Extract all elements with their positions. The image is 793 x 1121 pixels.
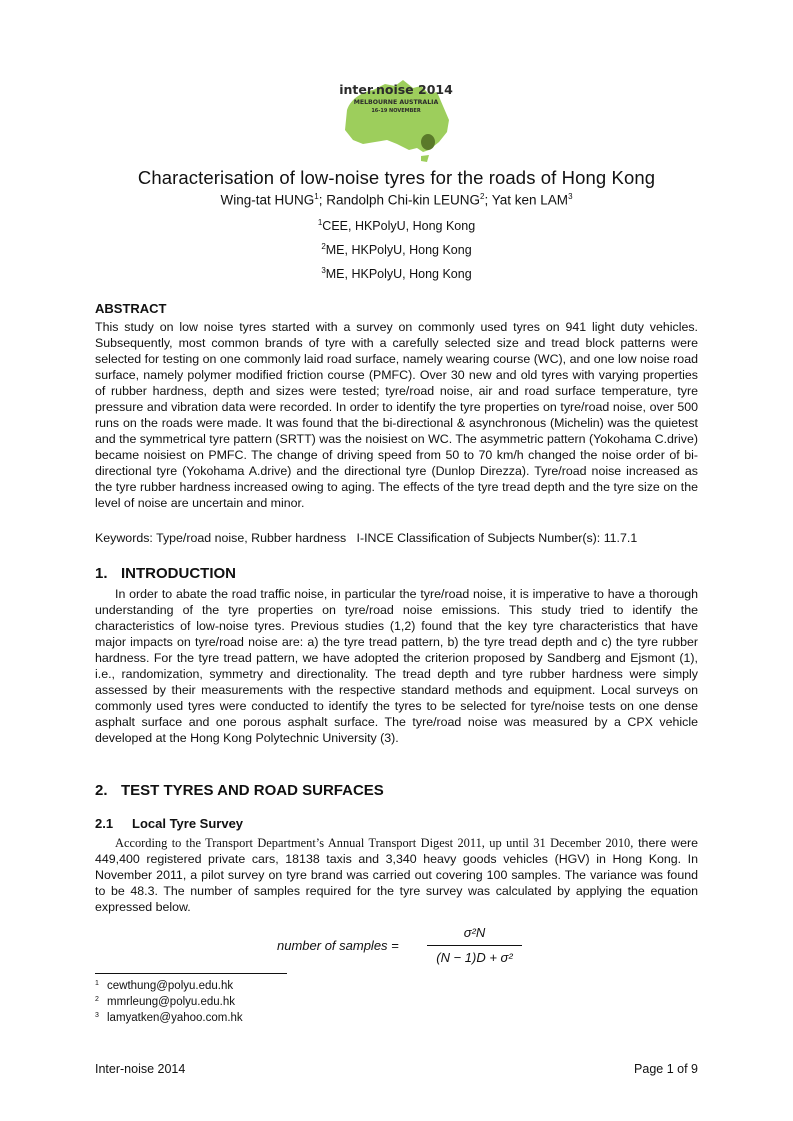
footnote-sup: 3	[95, 1012, 99, 1019]
footnote	[95, 980, 233, 992]
footnote-email[interactable]: mmrleung@polyu.edu.hk	[107, 996, 236, 1008]
author-sup: 3	[568, 192, 573, 201]
subsection-heading-local-tyre-survey	[95, 816, 243, 831]
local-tyre-survey-text	[95, 835, 698, 915]
footnote-sup: 1	[95, 980, 99, 987]
affiliation-sup: 2	[321, 242, 326, 251]
section-title: INTRODUCTION	[121, 565, 236, 582]
logo-line3: 16-19 NOVEMBER	[371, 108, 421, 114]
classification: I-INCE Classification of Subjects Number(s): 11.7.1	[356, 531, 638, 545]
logo-line1: inter.noise 2014	[339, 82, 453, 97]
equation-lhs: number of samples =	[277, 938, 399, 953]
tasmania-shape	[421, 155, 429, 162]
abstract-text: This study on low noise tyres started with a survey on commonly used tyres on 941 light duty vehicles. Subsequently, most common brands of tyre with a carefully selected size and tread block patterns were selected for testing on one commonly laid road surface, namely wearing course (WC), and one low noise road surface, namely polymer modified friction course (PMFC). Over 30 new and old tyres with varying properties of rubber hardness, depth and sizes were tested; tyre/road noise, air and road surface temperature, tyre pressure and vibration data were recorded. In order to identify the tyre properties on tyre/road noise, over 500 runs on the roads were made. It was found that the bi-directional & asynchronous (Michelin) was the quietest and the symmetrical tyre pattern (SRTT) was the noisiest on WC. The asymmetric pattern (Yokohama C.drive) became noisiest on PMFC. The change of driving speed from 50 to 70 km/h changed the noise order of bi-directional tyre (Yokohama A.drive) and the directional tyre (Dunlop Direzza). Tyre/road noise increased as the tyre rubber hardness increased owing to aging. The effects of the tyre tread depth and the tyre size on the level of noise are uncertain and minor.	[95, 320, 699, 510]
affiliation-text: ME, HKPolyU, Hong Kong	[325, 267, 472, 282]
footnote-email[interactable]: cewthung@polyu.edu.hk	[107, 980, 234, 992]
affiliation	[0, 242, 793, 257]
footnote	[95, 996, 235, 1008]
footer-conference: Inter-noise 2014	[95, 1062, 186, 1076]
equation-numerator: σ²N	[463, 925, 486, 940]
affiliation-text: ME, HKPolyU, Hong Kong	[325, 243, 472, 258]
keywords-line	[95, 531, 637, 545]
conference-logo	[333, 70, 459, 165]
affiliation-sup: 3	[321, 266, 326, 275]
keywords: Keywords: Type/road noise, Rubber hardness	[95, 531, 347, 545]
section-heading-test-tyres	[95, 782, 384, 799]
author-name: Yat ken LAM	[491, 192, 569, 208]
affiliation-text: CEE, HKPolyU, Hong Kong	[322, 219, 476, 234]
introduction-text: In order to abate the road traffic noise, in particular the tyre/road noise, it is imperative to have a thorough understanding of the tyre properties on tyre/road noise emissions. This study tried to identify the characteristics of low-noise tyres. Previous studies (1,2) found that the key tyre characteristics that have major impacts on tyre/road noise are: a) the tyre tread pattern, b) the tyre tread depth and c) the tyre rubber hardness. For the tyre tread pattern, we have adopted the criterion proposed by Sandberg and Ejsmont (1), i.e., randomization, symmetry and directionality. The tread depth and tyre rubber hardness were simply assessed by their measurements with the respective standard methods and equipment. Local surveys on commonly used tyres were conducted to identify the tyres to be selected for tyre/noise tests on one dense asphalt surface and one porous asphalt surface. The tyre/road noise was measured by a CPX vehicle developed at the Hong Kong Polytechnic University (3).	[95, 587, 698, 745]
author-sep: ;	[318, 192, 327, 208]
affiliation-sup: 1	[317, 218, 323, 227]
section-number: 1.	[95, 565, 108, 582]
subsection-number: 2.1	[95, 816, 114, 831]
subsection-title: Local Tyre Survey	[132, 816, 244, 831]
sample-size-equation	[277, 925, 537, 971]
paper-title: Characterisation of low-noise tyres for the roads of Hong Kong	[137, 167, 656, 188]
footnote-sup: 2	[95, 996, 99, 1003]
section-number: 2.	[95, 782, 108, 799]
abstract-heading: ABSTRACT	[95, 301, 167, 316]
author-list	[0, 192, 793, 208]
emblem-oval	[421, 134, 435, 150]
affiliation	[0, 266, 793, 281]
text-rest-part: there were 449,400 registered private cars, 18138 taxis and 3,340 heavy goods vehicles (HGV) in Hong Kong. In November 2011, a pilot survey on tyre brand was carried out covering 100 samples. The variance was found to be 48.3. The number of samples required for the tyre survey was calculated by applying the equation expressed below.	[95, 836, 698, 914]
author-sup: 1	[314, 192, 319, 201]
author-sep: ;	[484, 192, 492, 208]
author-sup: 2	[480, 192, 485, 201]
footnote	[95, 1012, 243, 1024]
text-serif-part: According to the Transport Department’s Annual Transport Digest 2011, up until 31 December 2010,	[115, 836, 634, 850]
section-title: TEST TYRES AND ROAD SURFACES	[121, 782, 384, 799]
footnote-email[interactable]: lamyatken@yahoo.com.hk	[107, 1012, 243, 1024]
logo-line2: MELBOURNE AUSTRALIA	[353, 99, 439, 106]
equation-denominator: (N − 1)D + σ²	[436, 950, 513, 965]
footnote-rule	[95, 973, 287, 974]
section-heading-introduction	[95, 565, 236, 582]
australia-map-logo	[333, 70, 459, 165]
affiliation	[0, 218, 793, 233]
author-name: Wing-tat HUNG	[220, 192, 315, 208]
footer-page-number: Page 1 of 9	[634, 1062, 698, 1076]
author-name: Randolph Chi-kin LEUNG	[326, 192, 481, 208]
fraction-bar	[427, 945, 522, 946]
